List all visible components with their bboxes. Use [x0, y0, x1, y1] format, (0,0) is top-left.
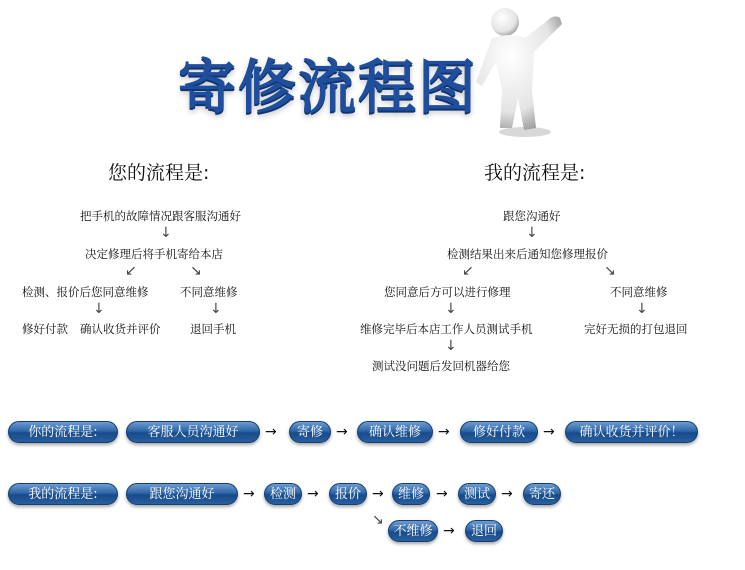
arrow-down: ↓ — [93, 301, 105, 317]
my-flow-step-ship-back: 寄还 — [523, 483, 561, 505]
left-column-heading: 您的流程是: — [108, 162, 210, 184]
right-column-heading: 我的流程是: — [484, 162, 586, 184]
arrow-down-left: ↙ — [125, 263, 137, 279]
arrow-down-right: ↘ — [604, 263, 616, 279]
3d-person-figure — [470, 2, 570, 142]
left-step-communicate: 把手机的故障情况跟客服沟通好 — [80, 209, 241, 223]
right-step-communicate: 跟您沟通好 — [503, 209, 561, 223]
arrow-down: ↓ — [445, 301, 457, 317]
my-flow-step-communicate: 跟您沟通好 — [126, 483, 238, 505]
my-flow-step-test: 测试 — [458, 483, 496, 505]
right-step-agree-repair: 您同意后方可以进行修理 — [384, 285, 511, 299]
right-step-pack-return: 完好无损的打包退回 — [584, 322, 688, 336]
my-flow-branch-no-repair: 不维修 — [388, 520, 438, 542]
arrow-down: ↓ — [636, 301, 648, 317]
arrow-right: → — [543, 424, 555, 440]
left-step-agree-repair: 检测、报价后您同意维修 — [22, 285, 149, 299]
left-step-return-phone: 退回手机 — [190, 322, 236, 336]
arrow-down-left: ↙ — [462, 263, 474, 279]
right-step-disagree-repair: 不同意维修 — [610, 285, 668, 299]
arrow-down: ↓ — [160, 225, 172, 241]
your-flow-label: 你的流程是: — [8, 421, 118, 443]
left-step-confirm-review: 确认收货并评价 — [80, 322, 161, 336]
my-flow-step-quote: 报价 — [329, 483, 367, 505]
right-step-ship-back: 测试没问题后发回机器给您 — [372, 359, 510, 373]
arrow-right: → — [265, 424, 277, 440]
arrow-right: → — [243, 486, 255, 502]
your-flow-step-confirm-repair: 确认维修 — [357, 421, 433, 443]
arrow-down: ↓ — [445, 338, 457, 354]
arrow-down-right: ↘ — [372, 512, 384, 528]
left-step-pay: 修好付款 — [22, 322, 68, 336]
arrow-right: → — [307, 486, 319, 502]
left-step-send-phone: 决定修理后将手机寄给本店 — [85, 247, 223, 261]
left-step-disagree-repair: 不同意维修 — [180, 285, 238, 299]
arrow-right: → — [501, 486, 513, 502]
arrow-down: ↓ — [210, 301, 222, 317]
arrow-right: → — [443, 523, 455, 539]
my-flow-step-repair: 维修 — [392, 483, 430, 505]
arrow-right: → — [336, 424, 348, 440]
my-flow-step-inspect: 检测 — [264, 483, 302, 505]
arrow-down: ↓ — [526, 225, 538, 241]
my-flow-label: 我的流程是: — [8, 483, 118, 505]
arrow-right: → — [436, 486, 448, 502]
right-step-test-phone: 维修完毕后本店工作人员测试手机 — [360, 322, 533, 336]
arrow-right: → — [372, 486, 384, 502]
banner-title: 寄修流程图 — [178, 53, 479, 121]
your-flow-step-review: 确认收货并评价！ — [565, 421, 698, 443]
arrow-right: → — [438, 424, 450, 440]
your-flow-step-send: 寄修 — [289, 421, 331, 443]
right-step-quote: 检测结果出来后通知您修理报价 — [447, 247, 608, 261]
your-flow-step-pay: 修好付款 — [460, 421, 538, 443]
my-flow-branch-return: 退回 — [465, 520, 503, 542]
your-flow-step-communicate: 客服人员沟通好 — [126, 421, 260, 443]
arrow-down-right: ↘ — [190, 263, 202, 279]
